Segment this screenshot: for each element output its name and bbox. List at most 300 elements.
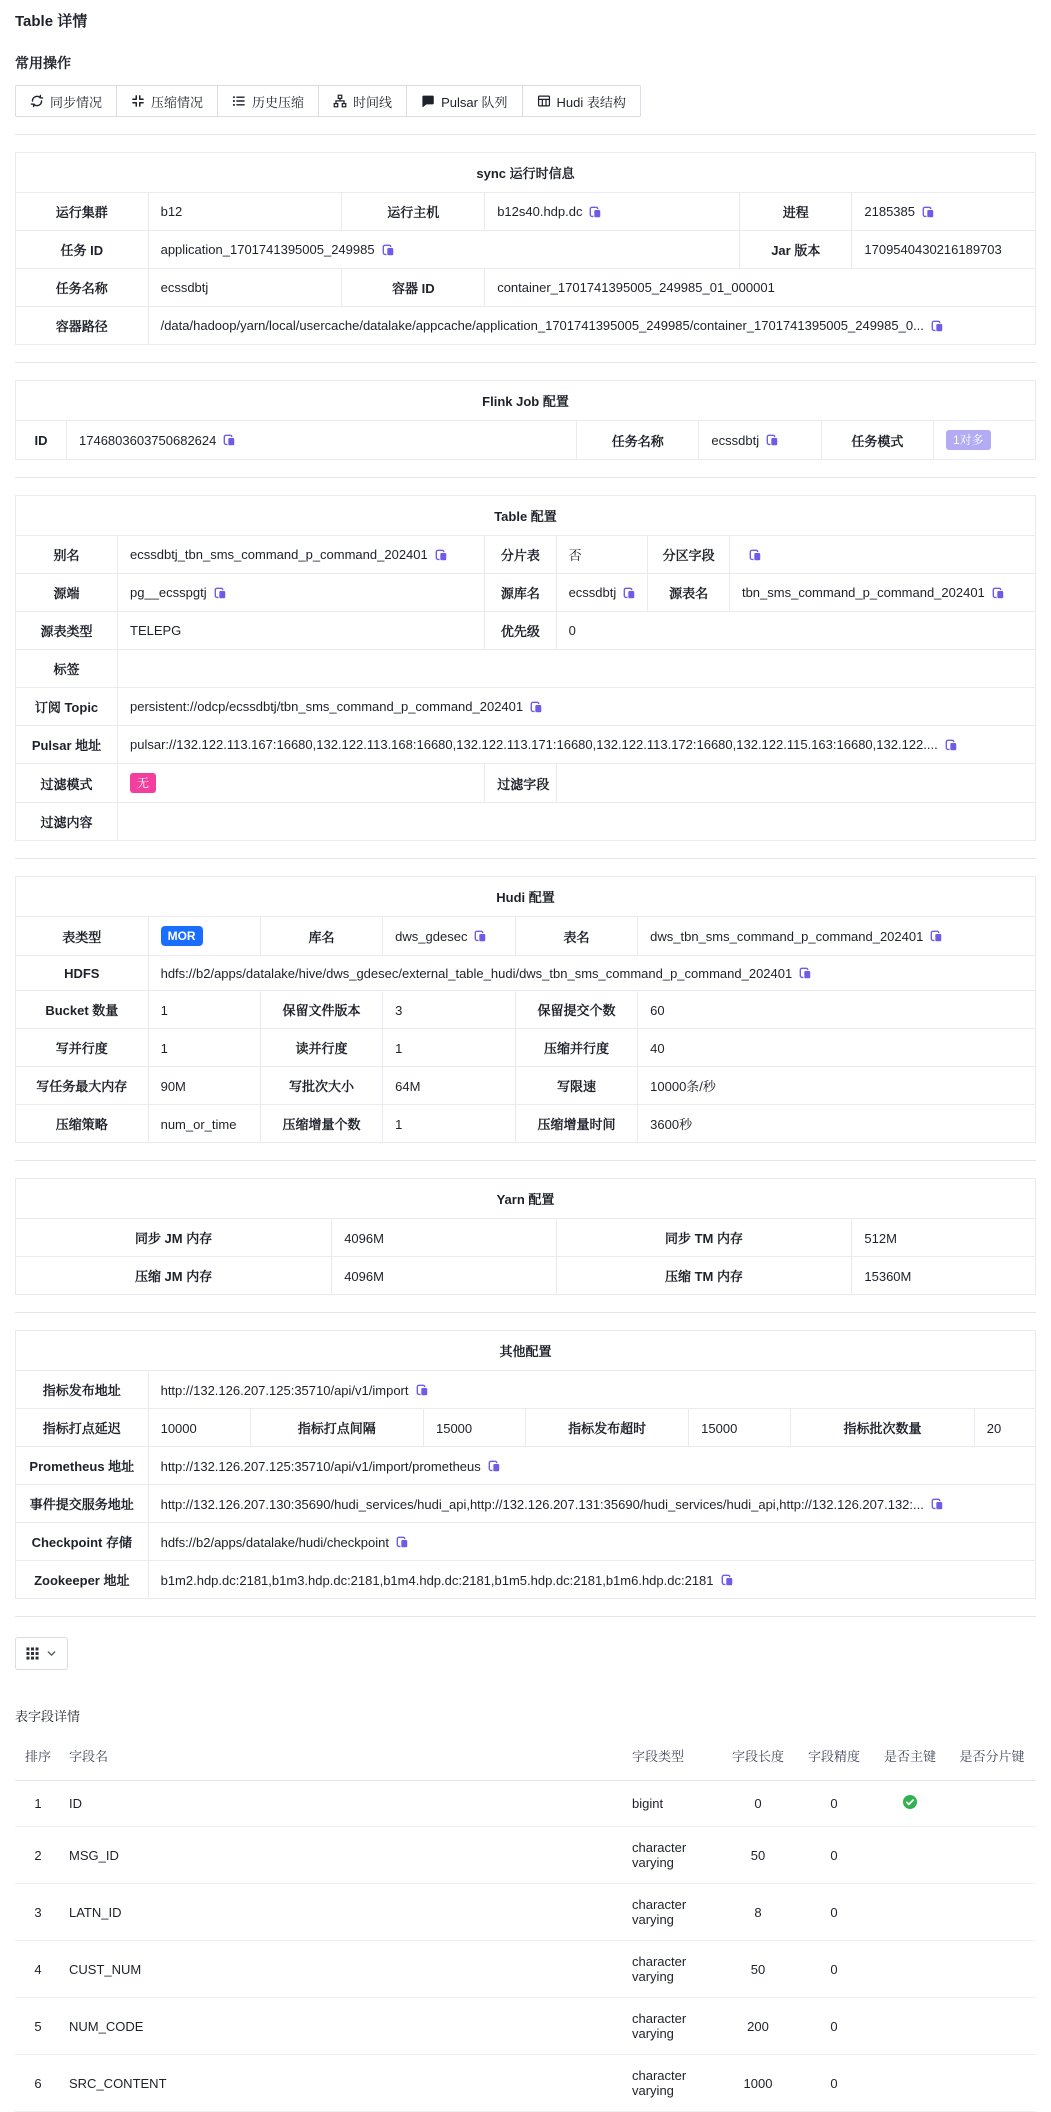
config-row bbox=[16, 1257, 1036, 1295]
config-label: 标签 bbox=[16, 650, 118, 688]
field-shard-key bbox=[948, 1781, 1036, 1827]
op-button-label: Pulsar 队列 bbox=[441, 94, 508, 110]
hudi-table-icon bbox=[537, 94, 551, 108]
config-value bbox=[383, 917, 516, 956]
config-value-text: http://132.126.207.125:35710/api/v1/import/prometheus bbox=[160, 1458, 481, 1474]
config-label: 源表类型 bbox=[16, 612, 118, 650]
config-value-text: http://132.126.207.125:35710/api/v1/import bbox=[160, 1382, 409, 1398]
field-precision: 0 bbox=[796, 2055, 872, 2112]
config-value bbox=[556, 574, 648, 612]
config-row bbox=[16, 1105, 1036, 1143]
config-value-text: 64M bbox=[395, 1078, 421, 1094]
config-value-text: pulsar://132.122.113.167:16680,132.122.113.168:16680,132.122.113.171:16680,132.122.113.172:16680,132.122.115.163:16680,132.122.... bbox=[130, 737, 938, 753]
field-order: 3 bbox=[15, 1884, 61, 1941]
history-compact-button[interactable] bbox=[218, 85, 319, 117]
config-row bbox=[16, 688, 1036, 726]
status-badge: MOR bbox=[161, 926, 203, 946]
config-value-text: 4096M bbox=[344, 1268, 384, 1284]
field-table-header-row bbox=[15, 1731, 1036, 1781]
section-divider bbox=[15, 134, 1036, 135]
copy-icon[interactable] bbox=[749, 549, 762, 562]
field-type: character varying bbox=[624, 1941, 720, 1998]
config-label: 写限速 bbox=[515, 1067, 637, 1105]
section-divider bbox=[15, 1160, 1036, 1161]
section-title: sync 运行时信息 bbox=[16, 153, 1036, 193]
config-value-text: dws_tbn_sms_command_p_command_202401 bbox=[650, 929, 924, 945]
copy-icon[interactable] bbox=[945, 739, 958, 752]
config-value-text: persistent://odcp/ecssdbtj/tbn_sms_command_p_command_202401 bbox=[130, 699, 524, 715]
config-label: HDFS bbox=[16, 956, 149, 991]
config-row bbox=[16, 991, 1036, 1029]
config-value bbox=[852, 1257, 1036, 1295]
column-header: 字段名 bbox=[61, 1731, 624, 1781]
copy-icon[interactable] bbox=[930, 930, 943, 943]
check-circle-icon bbox=[902, 1794, 918, 1810]
config-label: 写并行度 bbox=[16, 1029, 149, 1067]
section-divider bbox=[15, 858, 1036, 859]
config-value bbox=[556, 764, 1035, 803]
section-divider bbox=[15, 1616, 1036, 1617]
field-primary-key bbox=[872, 1998, 948, 2055]
pulsar-icon bbox=[421, 94, 435, 108]
field-order: 4 bbox=[15, 1941, 61, 1998]
status-badge: 1对多 bbox=[946, 430, 991, 450]
config-label: 保留提交个数 bbox=[515, 991, 637, 1029]
config-value-text: pg__ecsspgtj bbox=[130, 585, 207, 601]
section-title-row bbox=[16, 496, 1036, 536]
config-value-text: 3 bbox=[395, 1002, 403, 1018]
config-value bbox=[118, 688, 1036, 726]
copy-icon[interactable] bbox=[396, 1536, 409, 1549]
field-length: 50 bbox=[720, 1827, 796, 1884]
config-row bbox=[16, 307, 1036, 345]
field-primary-key bbox=[872, 1884, 948, 1941]
field-primary-key bbox=[872, 2055, 948, 2112]
config-value-text: ecssdbtj bbox=[160, 280, 209, 296]
config-value-text: 10000条/秒 bbox=[650, 1079, 716, 1095]
config-label: 分片表 bbox=[485, 536, 556, 574]
config-label: 指标打点间隔 bbox=[250, 1409, 423, 1447]
config-row bbox=[16, 421, 1036, 460]
config-row bbox=[16, 1371, 1036, 1409]
config-label: 任务 ID bbox=[16, 231, 149, 269]
config-label: 压缩增量个数 bbox=[260, 1105, 382, 1143]
config-label: Pulsar 地址 bbox=[16, 726, 118, 764]
copy-icon[interactable] bbox=[435, 549, 448, 562]
copy-icon[interactable] bbox=[488, 1460, 501, 1473]
config-value bbox=[638, 1067, 1036, 1105]
config-label: 表名 bbox=[515, 917, 637, 956]
field-length: 1000 bbox=[720, 2055, 796, 2112]
field-length: 8 bbox=[720, 1884, 796, 1941]
column-header: 排序 bbox=[15, 1731, 61, 1781]
config-label: 分区字段 bbox=[648, 536, 730, 574]
config-label: 写批次大小 bbox=[260, 1067, 382, 1105]
config-row bbox=[16, 726, 1036, 764]
config-value bbox=[423, 1409, 525, 1447]
field-name: ID bbox=[61, 1781, 624, 1827]
section-title-row bbox=[16, 381, 1036, 421]
config-label: 过滤模式 bbox=[16, 764, 118, 803]
status-badge: 无 bbox=[130, 773, 156, 793]
field-precision: 0 bbox=[796, 1781, 872, 1827]
common-ops-title: 常用操作 bbox=[15, 55, 71, 71]
copy-icon[interactable] bbox=[799, 967, 812, 980]
config-value bbox=[852, 231, 1036, 269]
config-value bbox=[118, 536, 485, 574]
config-value bbox=[638, 1105, 1036, 1143]
field-shard-key bbox=[948, 1827, 1036, 1884]
op-button-label: Hudi 表结构 bbox=[556, 94, 626, 110]
config-label: 指标打点延迟 bbox=[16, 1409, 149, 1447]
config-value bbox=[67, 421, 577, 460]
config-value bbox=[148, 1523, 1035, 1561]
field-primary-key bbox=[872, 1827, 948, 1884]
config-row bbox=[16, 1447, 1036, 1485]
config-value-text: hdfs://b2/apps/datalake/hive/dws_gdesec/external_table_hudi/dws_tbn_sms_command_p_command_202401 bbox=[160, 966, 793, 982]
config-label: Checkpoint 存储 bbox=[16, 1523, 149, 1561]
config-label: 任务名称 bbox=[16, 269, 149, 307]
field-type: bigint bbox=[624, 1781, 720, 1827]
config-row bbox=[16, 1523, 1036, 1561]
config-value bbox=[852, 1219, 1036, 1257]
config-value-text: num_or_time bbox=[160, 1116, 237, 1132]
config-label: 容器路径 bbox=[16, 307, 149, 345]
config-value bbox=[729, 536, 1035, 574]
config-value-text: 1 bbox=[160, 1002, 168, 1018]
config-label: 订阅 Topic bbox=[16, 688, 118, 726]
field-details-table bbox=[15, 1731, 1036, 2112]
section-title: Flink Job 配置 bbox=[16, 381, 1036, 421]
field-precision: 0 bbox=[796, 1998, 872, 2055]
config-value-text: http://132.126.207.130:35690/hudi_services/hudi_api,http://132.126.207.131:35690/hudi_services/hudi_api,http://132.126.207.132:... bbox=[160, 1496, 924, 1512]
sync-status-button[interactable] bbox=[15, 85, 117, 117]
config-label: Bucket 数量 bbox=[16, 991, 149, 1029]
config-row bbox=[16, 1029, 1036, 1067]
config-value bbox=[638, 1029, 1036, 1067]
config-row bbox=[16, 803, 1036, 841]
config-value bbox=[148, 1029, 260, 1067]
config-sections bbox=[15, 134, 1036, 1617]
config-label: 源表名 bbox=[648, 574, 730, 612]
copy-icon[interactable] bbox=[623, 587, 636, 600]
config-label: 事件提交服务地址 bbox=[16, 1485, 149, 1523]
config-value-text: hdfs://b2/apps/datalake/hudi/checkpoint bbox=[160, 1534, 389, 1550]
field-order: 2 bbox=[15, 1827, 61, 1884]
config-value-text: tbn_sms_command_p_command_202401 bbox=[741, 585, 985, 601]
config-table-flink-job bbox=[15, 380, 1036, 460]
config-label: 写任务最大内存 bbox=[16, 1067, 149, 1105]
section-divider bbox=[15, 362, 1036, 363]
field-name: CUST_NUM bbox=[61, 1941, 624, 1998]
config-value bbox=[148, 956, 1035, 991]
config-value bbox=[556, 536, 648, 574]
config-value-text: ecssdbtj bbox=[711, 433, 760, 449]
config-value bbox=[689, 1409, 791, 1447]
config-label: 任务名称 bbox=[577, 421, 699, 460]
config-value bbox=[118, 612, 485, 650]
config-value bbox=[852, 193, 1036, 231]
config-value-text: 1 bbox=[395, 1116, 403, 1132]
field-shard-key bbox=[948, 1998, 1036, 2055]
field-type: character varying bbox=[624, 2055, 720, 2112]
pulsar-queue-button[interactable] bbox=[407, 85, 522, 117]
config-table-hudi-config bbox=[15, 876, 1036, 1143]
field-precision: 0 bbox=[796, 1827, 872, 1884]
compress-icon bbox=[131, 94, 145, 108]
config-value bbox=[148, 1561, 1035, 1599]
field-shard-key bbox=[948, 2055, 1036, 2112]
config-value bbox=[148, 1067, 260, 1105]
copy-icon[interactable] bbox=[931, 1498, 944, 1511]
config-row bbox=[16, 193, 1036, 231]
config-value bbox=[148, 231, 740, 269]
field-shard-key bbox=[948, 1941, 1036, 1998]
section-title: 其他配置 bbox=[16, 1331, 1036, 1371]
section-divider bbox=[15, 1312, 1036, 1313]
config-value-text: 40 bbox=[650, 1040, 665, 1056]
section-title-row bbox=[16, 877, 1036, 917]
config-label: 压缩策略 bbox=[16, 1105, 149, 1143]
field-shard-key bbox=[948, 1884, 1036, 1941]
config-row bbox=[16, 612, 1036, 650]
config-value bbox=[148, 307, 1035, 345]
config-value-text: 15000 bbox=[701, 1420, 738, 1436]
field-row bbox=[15, 1781, 1036, 1827]
page-title: Table 详情 bbox=[15, 13, 88, 30]
copy-icon[interactable] bbox=[992, 587, 1005, 600]
copy-icon[interactable] bbox=[766, 434, 779, 447]
config-value-text: 否 bbox=[568, 548, 582, 563]
config-row bbox=[16, 269, 1036, 307]
config-value bbox=[118, 803, 1036, 841]
config-row bbox=[16, 1485, 1036, 1523]
section-title: Yarn 配置 bbox=[16, 1179, 1036, 1219]
config-label: Zookeeper 地址 bbox=[16, 1561, 149, 1599]
config-table-sync-runtime bbox=[15, 152, 1036, 345]
config-value-text: 0 bbox=[568, 623, 576, 639]
config-value bbox=[485, 269, 1036, 307]
config-value bbox=[556, 612, 1035, 650]
op-button-label: 同步情况 bbox=[50, 94, 103, 110]
compact-status-button[interactable] bbox=[117, 85, 218, 117]
config-value bbox=[148, 1371, 1035, 1409]
config-value-text: 15000 bbox=[435, 1420, 473, 1436]
config-label: 过滤内容 bbox=[16, 803, 118, 841]
config-label: 过滤字段 bbox=[485, 764, 556, 803]
grid-icon bbox=[26, 1647, 39, 1660]
config-row bbox=[16, 1409, 1036, 1447]
config-value-text: container_1701741395005_249985_01_000001 bbox=[497, 280, 775, 296]
config-value bbox=[148, 1105, 260, 1143]
config-label: 进程 bbox=[740, 193, 852, 231]
config-value-text: ecssdbtj_tbn_sms_command_p_command_202401 bbox=[130, 547, 428, 563]
config-row bbox=[16, 917, 1036, 956]
config-value-text: 15360M bbox=[864, 1268, 912, 1284]
config-row bbox=[16, 764, 1036, 803]
config-label: 指标发布超时 bbox=[525, 1409, 688, 1447]
config-label: 压缩增量时间 bbox=[515, 1105, 637, 1143]
config-value-text: 1 bbox=[395, 1040, 403, 1056]
config-row bbox=[16, 1561, 1036, 1599]
copy-icon[interactable] bbox=[214, 587, 227, 600]
field-row bbox=[15, 2055, 1036, 2112]
config-value-text: 20 bbox=[986, 1420, 1002, 1436]
field-type: character varying bbox=[624, 1827, 720, 1884]
config-value bbox=[729, 574, 1035, 612]
config-value-text: b1m2.hdp.dc:2181,b1m3.hdp.dc:2181,b1m4.hdp.dc:2181,b1m5.hdp.dc:2181,b1m6.hdp.dc:2181 bbox=[160, 1572, 714, 1588]
config-label: 优先级 bbox=[485, 612, 556, 650]
config-row bbox=[16, 231, 1036, 269]
column-header: 字段类型 bbox=[624, 1731, 720, 1781]
config-value-text: 1 bbox=[160, 1040, 168, 1056]
config-value-text: 1746803603750682624 bbox=[79, 433, 217, 449]
chevron-down-icon bbox=[46, 1648, 57, 1659]
field-name: NUM_CODE bbox=[61, 1998, 624, 2055]
field-length: 200 bbox=[720, 1998, 796, 2055]
field-name: LATN_ID bbox=[61, 1884, 624, 1941]
field-row bbox=[15, 1941, 1036, 1998]
config-row bbox=[16, 956, 1036, 991]
section-title-row bbox=[16, 153, 1036, 193]
config-value bbox=[148, 269, 342, 307]
config-label: Prometheus 地址 bbox=[16, 1447, 149, 1485]
config-table-yarn-config bbox=[15, 1178, 1036, 1295]
field-details-title: 表字段详情 bbox=[15, 1709, 81, 1725]
config-value-text: 3600秒 bbox=[650, 1117, 693, 1133]
config-value-text: application_1701741395005_249985 bbox=[160, 242, 375, 258]
sync-icon bbox=[30, 94, 44, 108]
column-header: 字段精度 bbox=[796, 1731, 872, 1781]
config-label: 库名 bbox=[260, 917, 382, 956]
history-icon bbox=[232, 94, 246, 108]
copy-icon[interactable] bbox=[530, 701, 543, 714]
field-length: 0 bbox=[720, 1781, 796, 1827]
field-order: 6 bbox=[15, 2055, 61, 2112]
field-precision: 0 bbox=[796, 1884, 872, 1941]
config-value-text: b12s40.hdp.dc bbox=[497, 204, 583, 220]
config-value bbox=[118, 764, 485, 803]
config-label: 源库名 bbox=[485, 574, 556, 612]
field-precision: 0 bbox=[796, 1941, 872, 1998]
config-value bbox=[148, 1409, 250, 1447]
config-label: 别名 bbox=[16, 536, 118, 574]
config-label: 压缩 TM 内存 bbox=[556, 1257, 852, 1295]
config-value bbox=[638, 917, 1036, 956]
copy-icon[interactable] bbox=[416, 1384, 429, 1397]
copy-icon[interactable] bbox=[382, 244, 395, 257]
config-value bbox=[148, 193, 342, 231]
config-table-other-config bbox=[15, 1330, 1036, 1599]
timeline-button[interactable] bbox=[319, 85, 407, 117]
config-value-text: 512M bbox=[864, 1230, 897, 1246]
timeline-icon bbox=[333, 94, 347, 108]
config-value bbox=[118, 726, 1036, 764]
config-label: 指标批次数量 bbox=[791, 1409, 975, 1447]
config-value bbox=[383, 991, 516, 1029]
config-label: 同步 TM 内存 bbox=[556, 1219, 852, 1257]
op-button-label: 压缩情况 bbox=[151, 94, 204, 110]
config-label: 读并行度 bbox=[260, 1029, 382, 1067]
config-label: 同步 JM 内存 bbox=[16, 1219, 332, 1257]
config-value bbox=[118, 650, 1036, 688]
config-row bbox=[16, 1219, 1036, 1257]
config-value-text: 60 bbox=[650, 1002, 665, 1018]
config-label: 运行主机 bbox=[342, 193, 485, 231]
copy-icon[interactable] bbox=[922, 206, 935, 219]
copy-icon[interactable] bbox=[589, 206, 602, 219]
config-value bbox=[148, 917, 260, 956]
section-title: Hudi 配置 bbox=[16, 877, 1036, 917]
config-row bbox=[16, 536, 1036, 574]
field-primary-key bbox=[872, 1941, 948, 1998]
config-value bbox=[148, 1485, 1035, 1523]
field-name: MSG_ID bbox=[61, 1827, 624, 1884]
field-type: character varying bbox=[624, 1998, 720, 2055]
column-settings-area bbox=[15, 1637, 1036, 1670]
config-label: 运行集群 bbox=[16, 193, 149, 231]
config-value-text: dws_gdesec bbox=[395, 929, 468, 945]
config-value-text: b12 bbox=[160, 204, 183, 220]
field-name: SRC_CONTENT bbox=[61, 2055, 624, 2112]
config-value bbox=[332, 1257, 556, 1295]
field-row bbox=[15, 1998, 1036, 2055]
column-header: 是否主键 bbox=[872, 1731, 948, 1781]
config-value bbox=[485, 193, 740, 231]
config-row bbox=[16, 1067, 1036, 1105]
common-ops-button-group bbox=[15, 85, 641, 117]
config-label: 表类型 bbox=[16, 917, 149, 956]
copy-icon[interactable] bbox=[223, 434, 236, 447]
config-value bbox=[383, 1067, 516, 1105]
field-type: character varying bbox=[624, 1884, 720, 1941]
config-value-text: 2185385 bbox=[864, 204, 915, 220]
config-label: 指标发布地址 bbox=[16, 1371, 149, 1409]
hudi-schema-button[interactable] bbox=[523, 85, 641, 117]
config-label: ID bbox=[16, 421, 67, 460]
section-title: Table 配置 bbox=[16, 496, 1036, 536]
config-label: 源端 bbox=[16, 574, 118, 612]
op-button-label: 历史压缩 bbox=[252, 94, 305, 110]
copy-icon[interactable] bbox=[931, 320, 944, 333]
copy-icon[interactable] bbox=[474, 930, 487, 943]
copy-icon[interactable] bbox=[721, 1574, 734, 1587]
config-label: 压缩并行度 bbox=[515, 1029, 637, 1067]
field-length: 50 bbox=[720, 1941, 796, 1998]
config-value bbox=[148, 991, 260, 1029]
config-label: 保留文件版本 bbox=[260, 991, 382, 1029]
config-value bbox=[332, 1219, 556, 1257]
op-button-label: 时间线 bbox=[353, 94, 393, 110]
config-value bbox=[933, 421, 1035, 460]
config-label: Jar 版本 bbox=[740, 231, 852, 269]
config-value bbox=[383, 1029, 516, 1067]
field-row bbox=[15, 1884, 1036, 1941]
config-table-table-config bbox=[15, 495, 1036, 841]
config-value bbox=[638, 991, 1036, 1029]
section-title-row bbox=[16, 1179, 1036, 1219]
field-row bbox=[15, 1827, 1036, 1884]
config-value bbox=[118, 574, 485, 612]
config-value-text: TELEPG bbox=[130, 623, 182, 639]
config-value-text: 1709540430216189703 bbox=[864, 242, 1002, 258]
config-row bbox=[16, 574, 1036, 612]
config-value bbox=[974, 1409, 1035, 1447]
field-order: 1 bbox=[15, 1781, 61, 1827]
section-title-row bbox=[16, 1331, 1036, 1371]
column-settings-button[interactable] bbox=[15, 1637, 68, 1670]
config-value-text: 90M bbox=[160, 1078, 186, 1094]
